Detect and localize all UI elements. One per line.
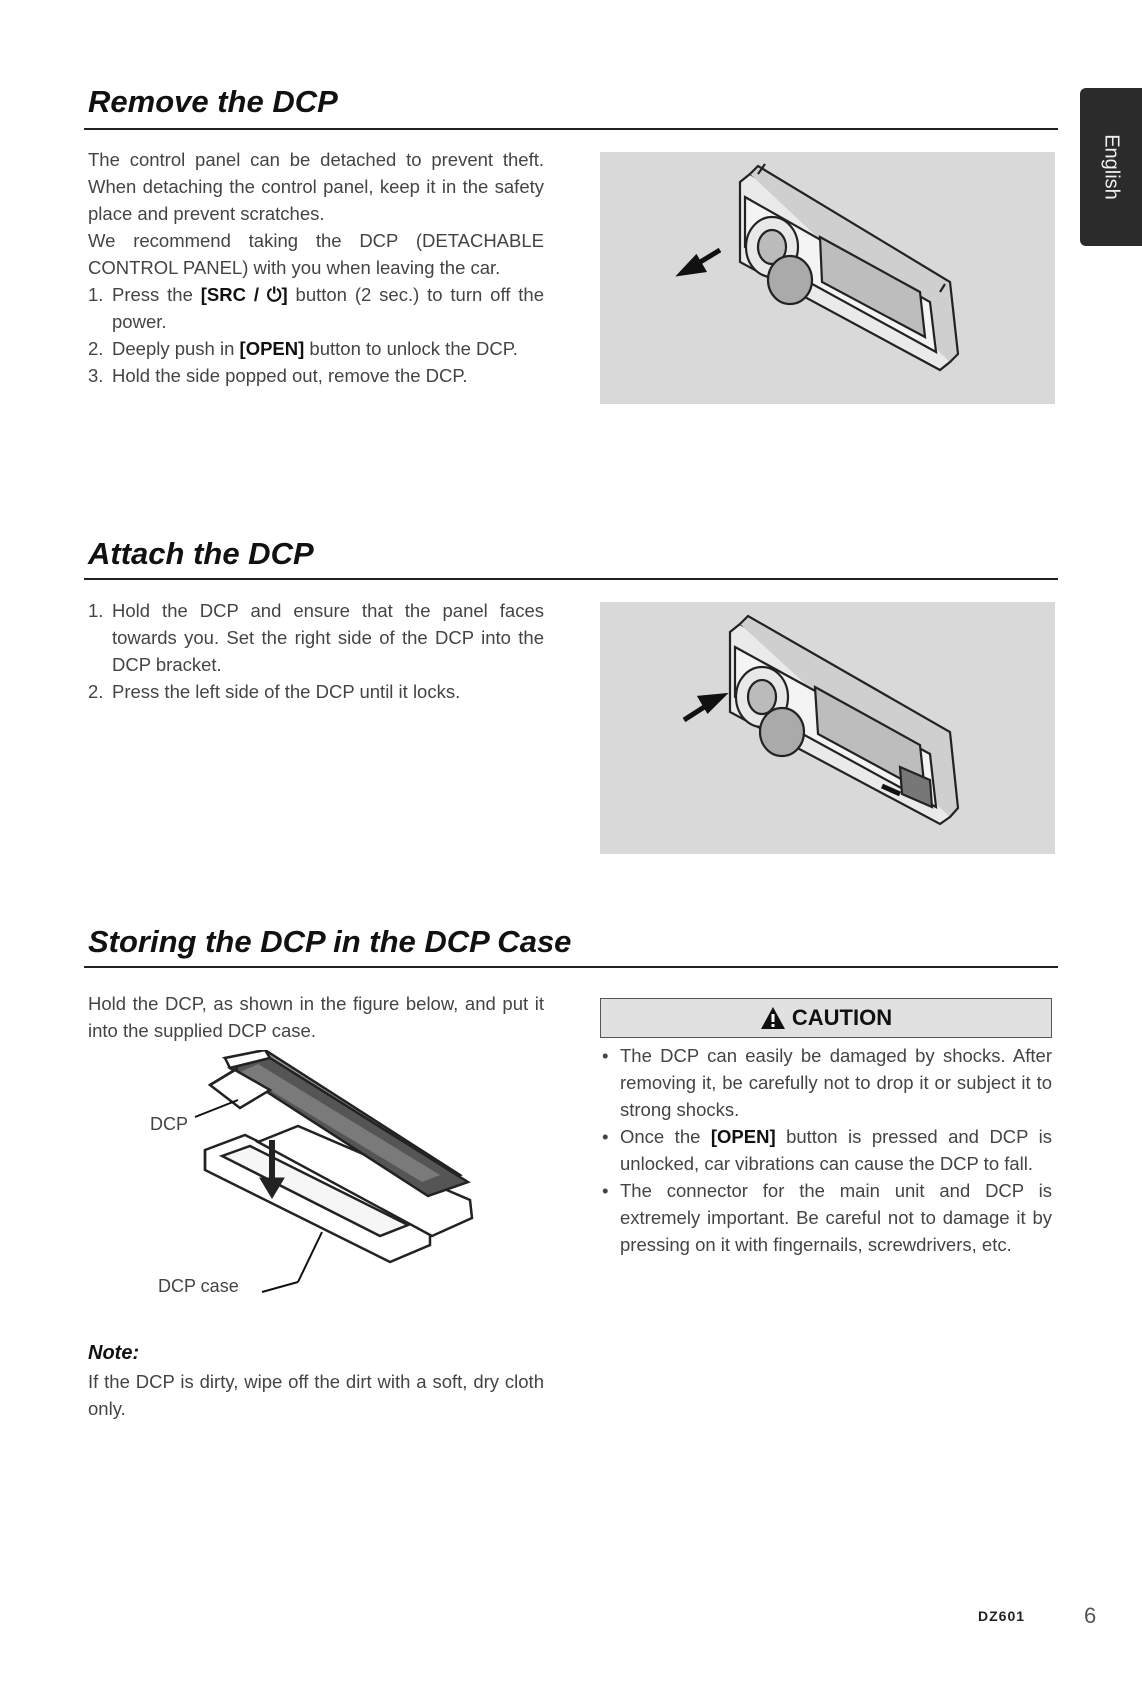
remove-dcp-figure [600,152,1055,404]
src-power-key: [SRC / ⏻] [200,284,288,305]
attach-dcp-rule [84,578,1058,580]
step-text: Deeply push in [112,338,240,359]
caution-item-3 [600,1177,1052,1258]
open-key: [OPEN] [239,338,305,359]
attach-dcp-text [88,597,544,705]
remove-step-2 [88,335,544,362]
step-text: Hold the side popped out, remove the DCP. [112,365,468,386]
remove-steps [88,281,544,389]
storing-dcp-figure [140,1050,540,1300]
language-tab-label: English [1100,134,1123,200]
bullet: • [602,1126,609,1147]
remove-dcp-illustration [600,152,1055,404]
step-number: 1. [88,600,104,621]
storing-dcp-rule [84,966,1058,968]
caution-item-text: Once the [620,1126,711,1147]
attach-step-1 [88,597,544,678]
attach-dcp-figure [600,602,1055,854]
remove-dcp-title: Remove the DCP [88,84,338,119]
language-tab [1080,88,1142,246]
step-text: button to unlock the DCP. [304,338,518,359]
page-number: 6 [1084,1603,1097,1628]
caution-item-text: button is pressed and DCP is unlocked, car vibrations can cause the DCP to fall. [620,1126,1052,1174]
note-body: If the DCP is dirty, wipe off the dirt with a soft, dry cloth only. [88,1371,544,1419]
footer-model: DZ601 [978,1608,1026,1624]
remove-step-3 [88,362,544,389]
step-number: 2. [88,338,104,359]
step-number: 3. [88,365,104,386]
step-number: 2. [88,681,104,702]
remove-dcp-text [88,146,544,389]
caution-item-1 [600,1042,1052,1123]
attach-dcp-title: Attach the DCP [88,536,314,571]
dcp-case-illustration [140,1050,540,1300]
bullet: • [602,1180,609,1201]
attach-steps [88,597,544,705]
caution-item-2 [600,1123,1052,1177]
storing-dcp-text [88,990,544,1044]
step-text: Hold the DCP and ensure that the panel faces towards you. Set the right side of the DCP into the DCP bracket. [112,600,544,675]
attach-dcp-illustration [600,602,1055,854]
note-label: Note: [88,1342,140,1364]
caution-item-text: The DCP can easily be damaged by shocks. After removing it, be carefully not to drop it or subject it to strong shocks. [620,1045,1052,1120]
caution-item-text: The connector for the main unit and DCP is extremely important. Be careful not to damage it by pressing on it with fingernails, screwdrivers, etc. [620,1180,1052,1255]
remove-para1: The control panel can be detached to prevent theft. When detaching the control panel, keep it in the safety place and prevent scratches. [88,149,544,224]
warning-icon [760,1006,786,1030]
attach-step-2 [88,678,544,705]
open-key: [OPEN] [710,1126,776,1147]
step-text: Press the [112,284,201,305]
remove-para2: We recommend taking the DCP (DETACHABLE CONTROL PANEL) with you when leaving the car. [88,230,544,278]
dcp-case-figure-label: DCP case [158,1276,239,1296]
caution-label: CAUTION [791,1005,893,1030]
step-text: Press the left side of the DCP until it locks. [112,681,461,702]
remove-dcp-rule [84,128,1058,130]
storing-dcp-title: Storing the DCP in the DCP Case [88,924,572,959]
bullet: • [602,1045,609,1066]
caution-header [600,998,1052,1038]
remove-step-1 [88,281,544,335]
step-text: button (2 sec.) to turn off the power. [112,284,544,332]
note-text [88,1368,544,1422]
storing-para: Hold the DCP, as shown in the figure below, and put it into the supplied DCP case. [88,993,544,1041]
caution-list [600,1042,1052,1258]
caution-text [600,1042,1052,1258]
step-number: 1. [88,284,104,305]
dcp-figure-label: DCP [150,1114,189,1134]
